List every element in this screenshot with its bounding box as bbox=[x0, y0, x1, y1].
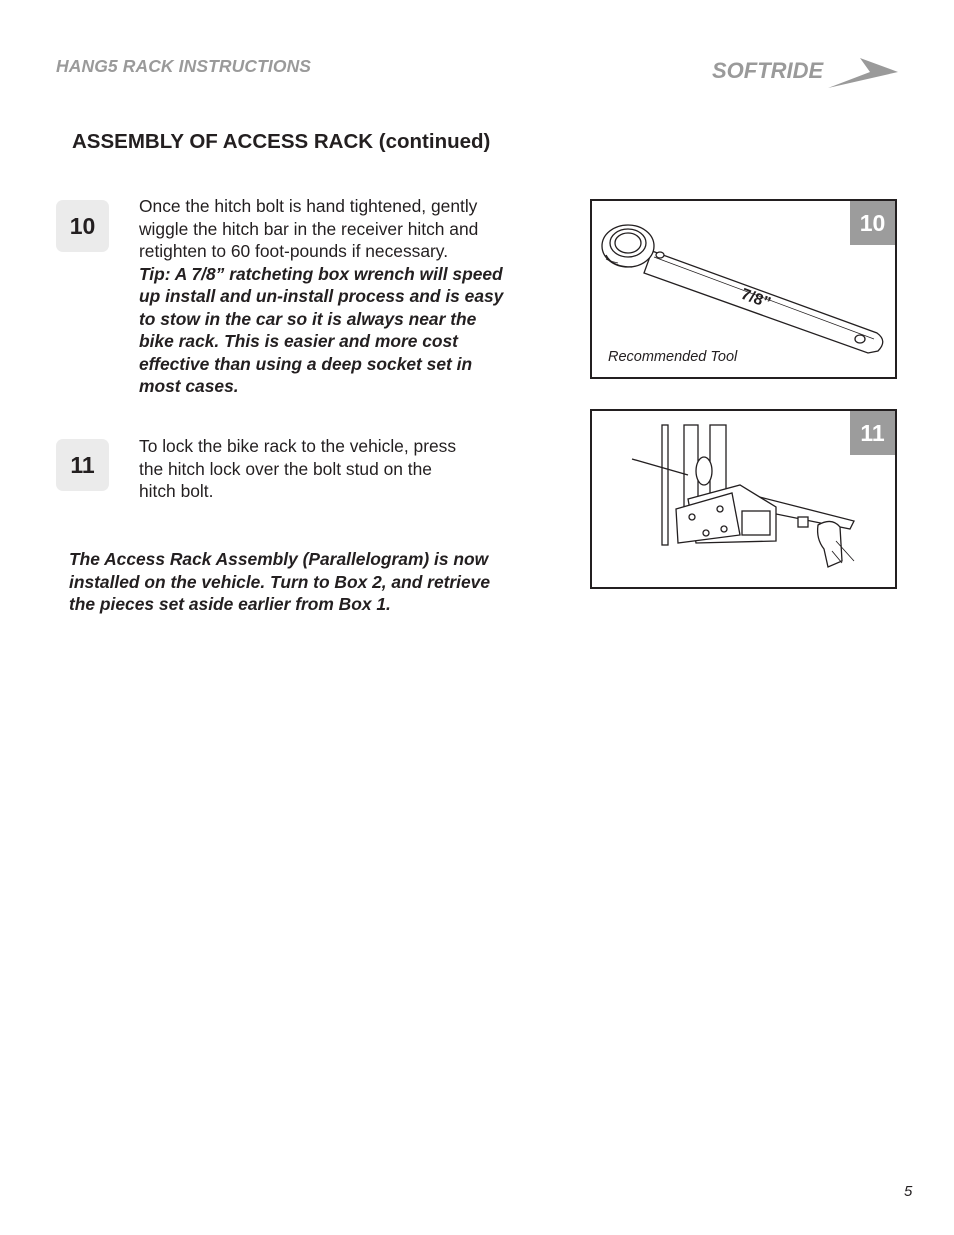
tip-line: effective than using a deep socket set in bbox=[139, 353, 473, 374]
step-line: Once the hitch bolt is hand tightened, gently bbox=[139, 196, 478, 216]
tip-line: most cases. bbox=[139, 376, 239, 396]
page-number: 5 bbox=[904, 1183, 913, 1200]
step-line: hitch bolt. bbox=[139, 481, 214, 501]
section-title: ASSEMBLY OF ACCESS RACK (continued) bbox=[72, 130, 491, 153]
tip-line: to stow in the car so it is always near the bbox=[139, 308, 477, 329]
figure-number-badge: 10 bbox=[850, 201, 895, 245]
step-line: wiggle the hitch bar in the receiver hitch and bbox=[139, 218, 479, 239]
step-line: retighten to 60 foot-pounds if necessary. bbox=[139, 241, 449, 261]
step-line: To lock the bike rack to the vehicle, press bbox=[139, 436, 457, 456]
figure-number-badge: 11 bbox=[850, 411, 895, 455]
svg-text:SOFTRIDE: SOFTRIDE bbox=[712, 58, 824, 83]
closing-line: The Access Rack Assembly (Parallelogram) is now bbox=[69, 549, 489, 569]
closing-line: the pieces set aside earlier from Box 1. bbox=[69, 594, 391, 614]
figure-11-hitch-lock bbox=[590, 409, 897, 589]
step-10-text bbox=[139, 195, 503, 398]
tip-line: up install and un-install process and is easy bbox=[139, 286, 504, 306]
figure-10-wrench bbox=[590, 199, 897, 379]
step-number-badge: 10 bbox=[56, 200, 109, 252]
step-11-text bbox=[139, 435, 456, 503]
tip-line: Tip: A 7/8” ratcheting box wrench will speed bbox=[139, 263, 503, 284]
svg-text:7/8”: 7/8” bbox=[738, 285, 773, 313]
step-line: the hitch lock over the bolt stud on the bbox=[139, 458, 432, 479]
step-number-badge: 11 bbox=[56, 439, 109, 491]
tip-line: bike rack. This is easier and more cost bbox=[139, 331, 458, 351]
closing-line: installed on the vehicle. Turn to Box 2, and retrieve bbox=[69, 571, 491, 592]
softride-logo bbox=[710, 50, 900, 92]
document-header-title: HANG5 RACK INSTRUCTIONS bbox=[56, 56, 312, 76]
closing-note bbox=[69, 548, 539, 616]
figure-caption: Recommended Tool bbox=[608, 349, 738, 365]
